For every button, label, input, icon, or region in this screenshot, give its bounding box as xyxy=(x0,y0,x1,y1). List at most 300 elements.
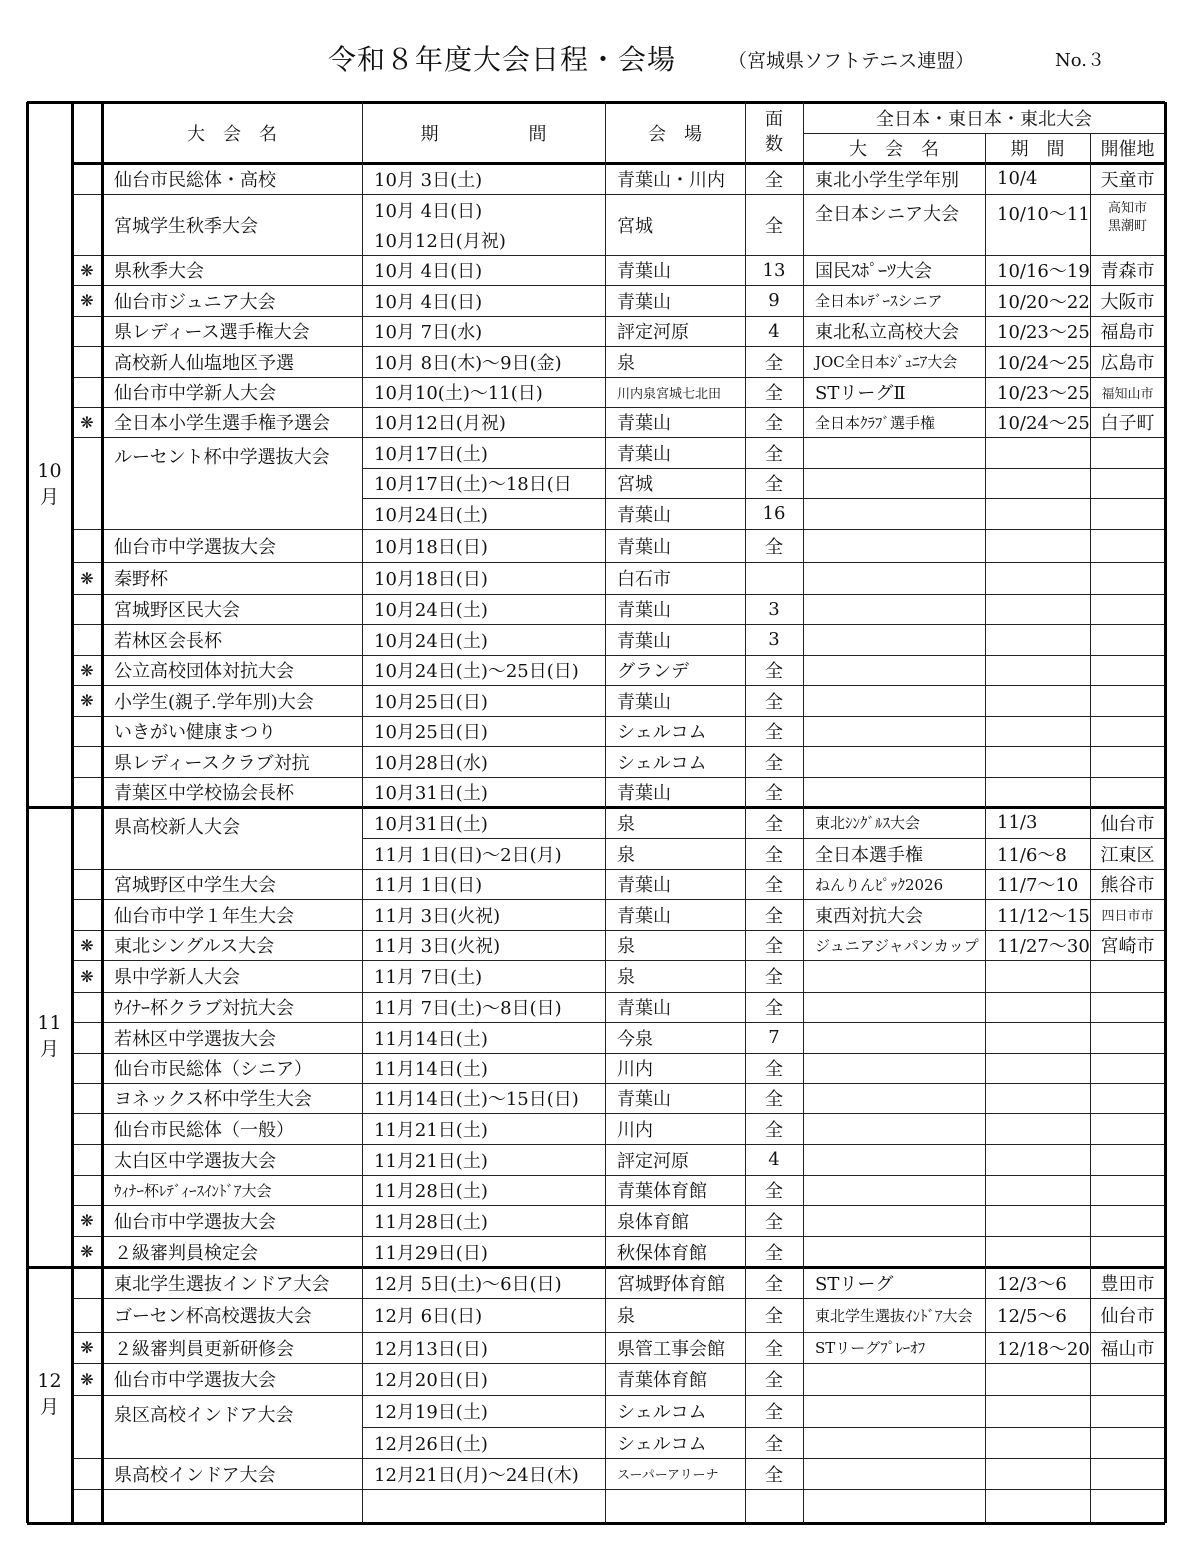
event-period: 10月24日(土) xyxy=(374,600,488,621)
table-rule xyxy=(803,407,1165,408)
table-rule xyxy=(803,562,1165,563)
table-rule xyxy=(803,255,1165,256)
event-venue: シェルコム xyxy=(617,722,707,743)
asterisk-mark: ❋ xyxy=(80,966,94,986)
month-label: 10 月 xyxy=(37,460,62,508)
event-courts: 全 xyxy=(765,691,783,713)
table-rule xyxy=(985,133,986,1523)
event-name: ルーセント杯中学選抜大会 xyxy=(114,447,330,468)
event-period: 11月21日(土) xyxy=(374,1150,488,1172)
event-courts: 全 xyxy=(765,936,783,957)
event-venue: 泉 xyxy=(617,844,635,866)
national-event-period: 10/20～22 xyxy=(997,291,1090,313)
event-period: 10月17日(土)～18日(日 xyxy=(374,474,572,495)
event-venue: 青葉山 xyxy=(617,600,671,621)
table-rule xyxy=(803,194,1165,195)
asterisk-mark: ❋ xyxy=(80,291,94,310)
event-venue: 泉 xyxy=(617,967,635,988)
event-courts: 全 xyxy=(765,875,783,896)
event-period: 10月24日(土) xyxy=(374,504,488,526)
event-name: ｳｨﾅｰ杯ﾚﾃﾞｨｰｽｲﾝﾄﾞｱ大会 xyxy=(114,1181,272,1200)
asterisk-mark xyxy=(72,716,102,746)
event-venue: グランデ xyxy=(617,661,689,682)
national-event-location: 江東区 xyxy=(1100,844,1155,866)
event-name: 高校新人仙塩地区予選 xyxy=(114,352,294,374)
event-venue: 川内 xyxy=(617,1119,653,1141)
asterisk-mark xyxy=(72,746,102,777)
event-courts: 全 xyxy=(765,1306,783,1327)
event-courts: 7 xyxy=(768,1027,780,1048)
table-rule xyxy=(803,960,1165,961)
table-rule xyxy=(1164,102,1167,1523)
event-period: 10月18日(日) xyxy=(374,569,488,590)
national-event-name: STリーグⅡ xyxy=(815,383,906,404)
event-courts: 全 xyxy=(765,1273,783,1295)
event-name: 仙台市民総体・高校 xyxy=(114,169,276,191)
event-name: 仙台市中学選抜大会 xyxy=(114,536,276,558)
table-rule xyxy=(27,1266,1165,1269)
event-venue: 青葉山 xyxy=(617,261,671,282)
asterisk-mark xyxy=(72,594,102,624)
table-rule xyxy=(745,102,746,1523)
column-header-name: 大 会 名 xyxy=(187,123,277,145)
event-venue: 青葉山・川内 xyxy=(617,169,725,191)
event-name: いきがい健康まつり xyxy=(114,722,276,743)
asterisk-mark xyxy=(72,346,102,377)
asterisk-mark: ❋ xyxy=(80,1242,94,1261)
table-rule xyxy=(803,1236,1165,1237)
event-period: 11月29日(日) xyxy=(374,1242,488,1264)
table-rule xyxy=(803,529,1165,530)
asterisk-mark xyxy=(72,1458,102,1489)
column-header-national-name: 大 会 名 xyxy=(849,139,939,160)
national-event-location: 仙台市 xyxy=(1100,1306,1155,1327)
event-courts: 全 xyxy=(765,443,783,465)
event-name: 公立高校団体対抗大会 xyxy=(114,661,294,682)
table-rule xyxy=(803,1427,1165,1428)
table-rule xyxy=(803,498,1165,499)
event-name: 県中学新人大会 xyxy=(114,967,240,988)
national-event-location: 白子町 xyxy=(1100,413,1155,434)
event-name: 若林区会長杯 xyxy=(114,630,222,652)
table-rule xyxy=(803,133,1165,134)
table-rule xyxy=(803,1113,1165,1114)
table-rule xyxy=(803,437,1165,438)
event-period: 12月26日(土) xyxy=(374,1433,488,1455)
event-venue: 泉 xyxy=(617,813,635,835)
table-rule xyxy=(27,1522,1165,1525)
event-courts: 全 xyxy=(765,1338,783,1360)
column-header-national-period: 期 間 xyxy=(1010,139,1065,160)
national-event-location: 宮崎市 xyxy=(1100,936,1155,957)
asterisk-mark: ❋ xyxy=(80,1338,94,1357)
table-rule xyxy=(803,899,1165,900)
event-period: 12月13日(日) xyxy=(374,1338,488,1360)
event-name: 県高校インドア大会 xyxy=(114,1464,276,1486)
event-courts: 全 xyxy=(765,1433,783,1455)
column-header-period: 期 間 xyxy=(420,123,547,145)
event-name: 宮城野区中学生大会 xyxy=(114,875,276,896)
event-courts: 全 xyxy=(765,1402,783,1423)
event-venue: 青葉体育館 xyxy=(617,1370,707,1391)
national-event-name: 国民ｽﾎﾟｰﾂ大会 xyxy=(815,261,932,282)
event-name: 仙台市中学選抜大会 xyxy=(114,1370,276,1391)
national-event-name: 東北小学生学年別 xyxy=(815,169,959,191)
event-venue: 今泉 xyxy=(617,1028,653,1050)
event-name: 県レディースクラブ対抗 xyxy=(114,752,310,774)
event-venue: 青葉山 xyxy=(617,905,671,927)
event-venue: 青葉山 xyxy=(617,536,671,558)
event-venue: シェルコム xyxy=(617,752,707,774)
event-courts: 全 xyxy=(765,413,783,434)
event-period: 10月 8日(木)～9日(金) xyxy=(374,352,562,374)
national-event-location: 福島市 xyxy=(1100,322,1155,343)
asterisk-mark: ❋ xyxy=(80,935,94,955)
page-title: 令和８年度大会日程・会場 xyxy=(328,43,677,76)
event-venue: 青葉体育館 xyxy=(617,1181,707,1202)
asterisk-mark: ❋ xyxy=(80,568,94,588)
national-event-name: 東西対抗大会 xyxy=(815,905,923,927)
national-event-period: 10/23～25 xyxy=(997,383,1090,404)
table-rule xyxy=(803,1053,1165,1054)
table-rule xyxy=(803,716,1165,717)
event-name: ｳｲﾅｰ杯クラブ対抗大会 xyxy=(114,998,294,1019)
event-venue: 青葉山 xyxy=(617,291,671,313)
table-rule xyxy=(803,930,1165,931)
event-courts: 全 xyxy=(765,1181,783,1202)
table-rule xyxy=(27,101,1165,104)
event-period: 11月14日(土)～15日(日) xyxy=(374,1089,579,1110)
event-venue: 宮城 xyxy=(617,474,653,495)
table-rule xyxy=(803,1489,1165,1490)
event-courts: 全 xyxy=(765,1242,783,1264)
event-venue: 青葉山 xyxy=(617,443,671,465)
event-venue: 青葉山 xyxy=(617,691,671,713)
table-rule xyxy=(803,1298,1165,1299)
asterisk-mark xyxy=(72,1022,102,1053)
table-rule xyxy=(71,102,74,1523)
event-period: 10月31日(土) xyxy=(374,813,488,835)
event-period: 10月25日(日) xyxy=(374,722,488,743)
national-event-location: 豊田市 xyxy=(1100,1273,1155,1295)
event-courts: 9 xyxy=(768,290,780,311)
asterisk-mark xyxy=(72,1083,102,1113)
event-period: 10月24日(土) xyxy=(374,630,488,652)
national-event-period: 10/10～11 xyxy=(997,204,1090,225)
table-rule xyxy=(803,685,1165,686)
asterisk-mark xyxy=(72,869,102,899)
event-period: 11月 1日(日)～2日(月) xyxy=(374,844,562,866)
national-event-name: 東北ｼﾝｸﾞﾙｽ大会 xyxy=(815,814,921,832)
event-name: ２級審判員更新研修会 xyxy=(114,1338,294,1360)
event-venue: 青葉山 xyxy=(617,1089,671,1110)
event-name: 県レディース選手権大会 xyxy=(114,322,310,343)
event-courts: 16 xyxy=(762,503,786,524)
event-venue: 泉 xyxy=(617,352,635,374)
event-courts: 全 xyxy=(765,844,783,866)
national-event-period: 10/4 xyxy=(997,168,1038,189)
event-period: 12月21日(月)～24日(木) xyxy=(374,1464,579,1486)
table-rule xyxy=(803,1332,1165,1333)
national-event-period: 10/23～25 xyxy=(997,322,1090,343)
event-venue: スーパーアリーナ xyxy=(617,1468,719,1483)
event-courts: 3 xyxy=(768,629,780,650)
national-event-period: 11/27～30 xyxy=(997,936,1090,957)
table-rule xyxy=(72,162,102,165)
event-venue: 県管工事会館 xyxy=(617,1338,725,1360)
event-venue: 泉 xyxy=(617,936,635,957)
event-courts: 4 xyxy=(768,1149,780,1170)
event-period: 12月19日(土) xyxy=(374,1402,488,1423)
table-rule xyxy=(362,1427,803,1428)
event-period: 10月 3日(土) xyxy=(374,169,483,191)
event-venue xyxy=(605,1489,745,1523)
event-period: 11月 1日(日) xyxy=(374,875,483,896)
national-event-name: 全日本ｸﾗﾌﾞ選手権 xyxy=(815,413,936,432)
table-rule xyxy=(803,838,1165,839)
national-event-location: 青森市 xyxy=(1100,261,1155,282)
event-name: 全日本小学生選手権予選会 xyxy=(114,413,330,434)
asterisk-mark xyxy=(72,1144,102,1175)
national-event-location: 天童市 xyxy=(1100,169,1155,191)
event-period: 10月12日(月祝) xyxy=(374,231,506,252)
event-name: 仙台市中学１年生大会 xyxy=(114,905,294,927)
event-courts: 全 xyxy=(765,1059,783,1080)
event-period xyxy=(362,1489,605,1523)
event-venue: 青葉山 xyxy=(617,504,671,526)
table-rule xyxy=(803,468,1165,469)
table-rule xyxy=(803,1458,1165,1459)
event-period: 11月 7日(土) xyxy=(374,967,483,988)
table-rule xyxy=(26,102,29,1523)
asterisk-mark xyxy=(72,194,102,255)
event-venue: 評定河原 xyxy=(617,322,689,343)
national-event-location: 高知市 黒潮町 xyxy=(1107,201,1147,234)
national-event-name: STリーグ xyxy=(815,1273,894,1295)
event-name: 泉区高校インドア大会 xyxy=(114,1405,294,1426)
event-period: 12月 6日(日) xyxy=(374,1306,483,1327)
event-period: 10月 4日(日) xyxy=(374,200,483,222)
event-period: 11月28日(土) xyxy=(374,1181,488,1202)
event-name: 若林区中学選抜大会 xyxy=(114,1028,276,1050)
event-period: 10月17日(土) xyxy=(374,443,488,465)
event-name: 青葉区中学校協会長杯 xyxy=(114,783,294,804)
table-rule xyxy=(803,594,1165,595)
event-name: ヨネックス杯中学生大会 xyxy=(114,1089,312,1110)
asterisk-mark xyxy=(72,899,102,930)
asterisk-mark: ❋ xyxy=(80,260,94,280)
national-event-location: 福知山市 xyxy=(1101,386,1154,402)
event-venue: 川内泉宮城七北田 xyxy=(617,386,722,402)
event-period: 10月24日(土)～25日(日) xyxy=(374,661,579,682)
event-name: 秦野杯 xyxy=(114,569,168,590)
table-rule xyxy=(102,162,1165,165)
event-courts: 全 xyxy=(765,905,783,927)
asterisk-mark xyxy=(72,1267,102,1298)
event-name: 宮城野区民大会 xyxy=(114,600,240,621)
event-courts: 全 xyxy=(765,661,783,682)
month-label: 11 月 xyxy=(37,1012,62,1060)
event-venue: 青葉山 xyxy=(617,630,671,652)
event-period: 10月18日(日) xyxy=(374,536,488,558)
national-event-period: 10/24～25 xyxy=(997,413,1090,434)
national-event-period: 11/7～10 xyxy=(997,875,1079,896)
event-courts: 全 xyxy=(765,783,783,804)
event-venue: 青葉山 xyxy=(617,998,671,1019)
event-venue: 秋保体育館 xyxy=(617,1242,707,1264)
table-rule xyxy=(803,624,1165,625)
table-rule xyxy=(803,1205,1165,1206)
event-period: 11月 3日(火祝) xyxy=(374,905,501,927)
event-venue: 青葉山 xyxy=(617,413,671,434)
event-name: ２級審判員検定会 xyxy=(114,1242,258,1264)
national-event-location: 大阪市 xyxy=(1100,291,1155,313)
column-header-national-location: 開催地 xyxy=(1100,139,1155,160)
event-period: 12月 5日(土)～6日(日) xyxy=(374,1273,562,1295)
event-name: 仙台市中学選抜大会 xyxy=(114,1211,276,1233)
event-courts: 全 xyxy=(765,536,783,558)
event-name: ゴーセン杯高校選抜大会 xyxy=(114,1306,312,1327)
event-courts: 13 xyxy=(762,259,786,281)
event-period: 10月10(土)～11(日) xyxy=(374,383,543,404)
event-courts: 全 xyxy=(765,1464,783,1486)
event-period: 10月 4日(日) xyxy=(374,291,483,313)
event-period: 11月28日(土) xyxy=(374,1211,488,1233)
table-rule xyxy=(803,869,1165,870)
asterisk-mark xyxy=(72,437,102,529)
event-period: 10月25日(日) xyxy=(374,691,488,713)
event-courts: 全 xyxy=(765,169,783,191)
national-event-location: 仙台市 xyxy=(1100,813,1155,835)
national-event-name: JOC全日本ｼﾞｭﾆｱ大会 xyxy=(815,353,958,371)
event-name: 東北シングルス大会 xyxy=(114,936,275,957)
event-venue: シェルコム xyxy=(617,1402,707,1423)
table-rule xyxy=(803,1363,1165,1364)
event-courts: 4 xyxy=(768,320,780,342)
table-rule xyxy=(362,468,803,469)
event-venue: 川内 xyxy=(617,1059,653,1080)
national-event-name: ねんりんﾋﾟｯｸ2026 xyxy=(815,875,944,894)
event-courts: 全 xyxy=(765,752,783,774)
national-event-location: 四日市市 xyxy=(1101,909,1154,924)
asterisk-mark xyxy=(72,992,102,1022)
event-courts xyxy=(745,562,803,594)
asterisk-mark xyxy=(72,1395,102,1458)
event-venue: 泉 xyxy=(617,1306,635,1327)
table-rule xyxy=(803,1083,1165,1084)
event-courts: 全 xyxy=(765,998,783,1019)
event-venue: 青葉山 xyxy=(617,783,671,804)
table-rule xyxy=(803,1022,1165,1023)
asterisk-mark: ❋ xyxy=(80,691,94,710)
event-period: 10月31日(土) xyxy=(374,783,488,804)
event-venue: 宮城 xyxy=(617,215,653,237)
column-header-venue: 会 場 xyxy=(648,123,702,145)
event-courts: 3 xyxy=(768,598,780,620)
event-name: 県高校新人大会 xyxy=(114,817,240,838)
document-number: No.３ xyxy=(1055,50,1105,71)
asterisk-mark xyxy=(72,529,102,562)
table-rule xyxy=(1090,133,1091,1523)
event-period: 11月21日(土) xyxy=(374,1119,488,1141)
table-rule xyxy=(803,992,1165,993)
event-courts: 全 xyxy=(765,383,783,404)
event-period: 12月20日(日) xyxy=(374,1370,488,1391)
asterisk-mark xyxy=(72,777,102,807)
event-period: 11月14日(土) xyxy=(374,1028,488,1050)
table-rule xyxy=(803,655,1165,656)
asterisk-mark: ❋ xyxy=(80,1211,94,1230)
national-event-name: ジュニアジャパンカップ xyxy=(815,936,979,955)
national-event-name: 東北学生選抜ｲﾝﾄﾞｱ大会 xyxy=(815,1306,973,1325)
national-event-name: 東北私立高校大会 xyxy=(815,322,959,343)
national-event-name: 全日本シニア大会 xyxy=(815,204,959,225)
table-rule xyxy=(803,777,1165,778)
event-venue: 評定河原 xyxy=(617,1150,689,1172)
asterisk-mark xyxy=(72,807,102,869)
event-venue: 白石市 xyxy=(617,569,671,590)
table-rule xyxy=(362,838,803,839)
event-name: 小学生(親子.学年別)大会 xyxy=(114,691,314,713)
event-name xyxy=(102,1489,362,1523)
event-name: 宮城学生秋季大会 xyxy=(114,215,258,237)
national-event-period: 11/12～15 xyxy=(997,905,1090,927)
asterisk-mark: ❋ xyxy=(80,660,94,680)
event-courts xyxy=(745,1489,803,1523)
table-rule xyxy=(605,102,606,1523)
asterisk-mark xyxy=(72,163,102,194)
national-event-period: 10/24～25 xyxy=(997,352,1090,374)
event-courts: 全 xyxy=(765,1119,783,1141)
table-rule xyxy=(803,316,1165,317)
event-courts: 全 xyxy=(765,967,783,988)
national-event-period: 12/18～20 xyxy=(997,1338,1090,1360)
asterisk-mark: ❋ xyxy=(80,412,94,432)
table-rule xyxy=(803,377,1165,378)
column-header-courts: 面 数 xyxy=(765,109,783,155)
event-courts: 全 xyxy=(765,813,783,835)
asterisk-mark xyxy=(72,1489,102,1523)
table-rule xyxy=(803,102,804,1523)
asterisk-mark xyxy=(72,1175,102,1205)
event-courts: 全 xyxy=(765,722,783,743)
table-rule xyxy=(803,346,1165,347)
table-rule xyxy=(803,746,1165,747)
national-event-name: 全日本選手権 xyxy=(815,844,923,866)
table-rule xyxy=(362,102,363,1523)
national-event-period: 11/3 xyxy=(997,812,1038,833)
event-name: 仙台市中学新人大会 xyxy=(114,383,276,404)
asterisk-mark xyxy=(72,1113,102,1144)
event-venue: 青葉山 xyxy=(617,875,671,896)
asterisk-mark xyxy=(72,316,102,346)
national-event-name: 全日本ﾚﾃﾞｰｽシニア xyxy=(815,292,943,310)
table-rule xyxy=(803,1395,1165,1396)
event-period: 11月14日(土) xyxy=(374,1059,488,1080)
national-event-period: 12/5～6 xyxy=(997,1306,1067,1327)
asterisk-mark: ❋ xyxy=(80,1369,94,1389)
asterisk-mark xyxy=(72,1298,102,1332)
event-period: 11月 3日(火祝) xyxy=(374,936,501,957)
asterisk-mark xyxy=(72,377,102,407)
event-name: 仙台市ジュニア大会 xyxy=(114,291,276,313)
table-rule xyxy=(27,806,1165,809)
event-name: 仙台市民総体（一般） xyxy=(114,1119,294,1141)
event-courts: 全 xyxy=(765,215,783,237)
national-event-name: STリーグﾌﾟﾚｰｵﾌ xyxy=(815,1339,926,1357)
column-header-national-group: 全日本・東日本・東北大会 xyxy=(876,108,1092,130)
event-name: 仙台市民総体（シニア） xyxy=(114,1059,312,1080)
